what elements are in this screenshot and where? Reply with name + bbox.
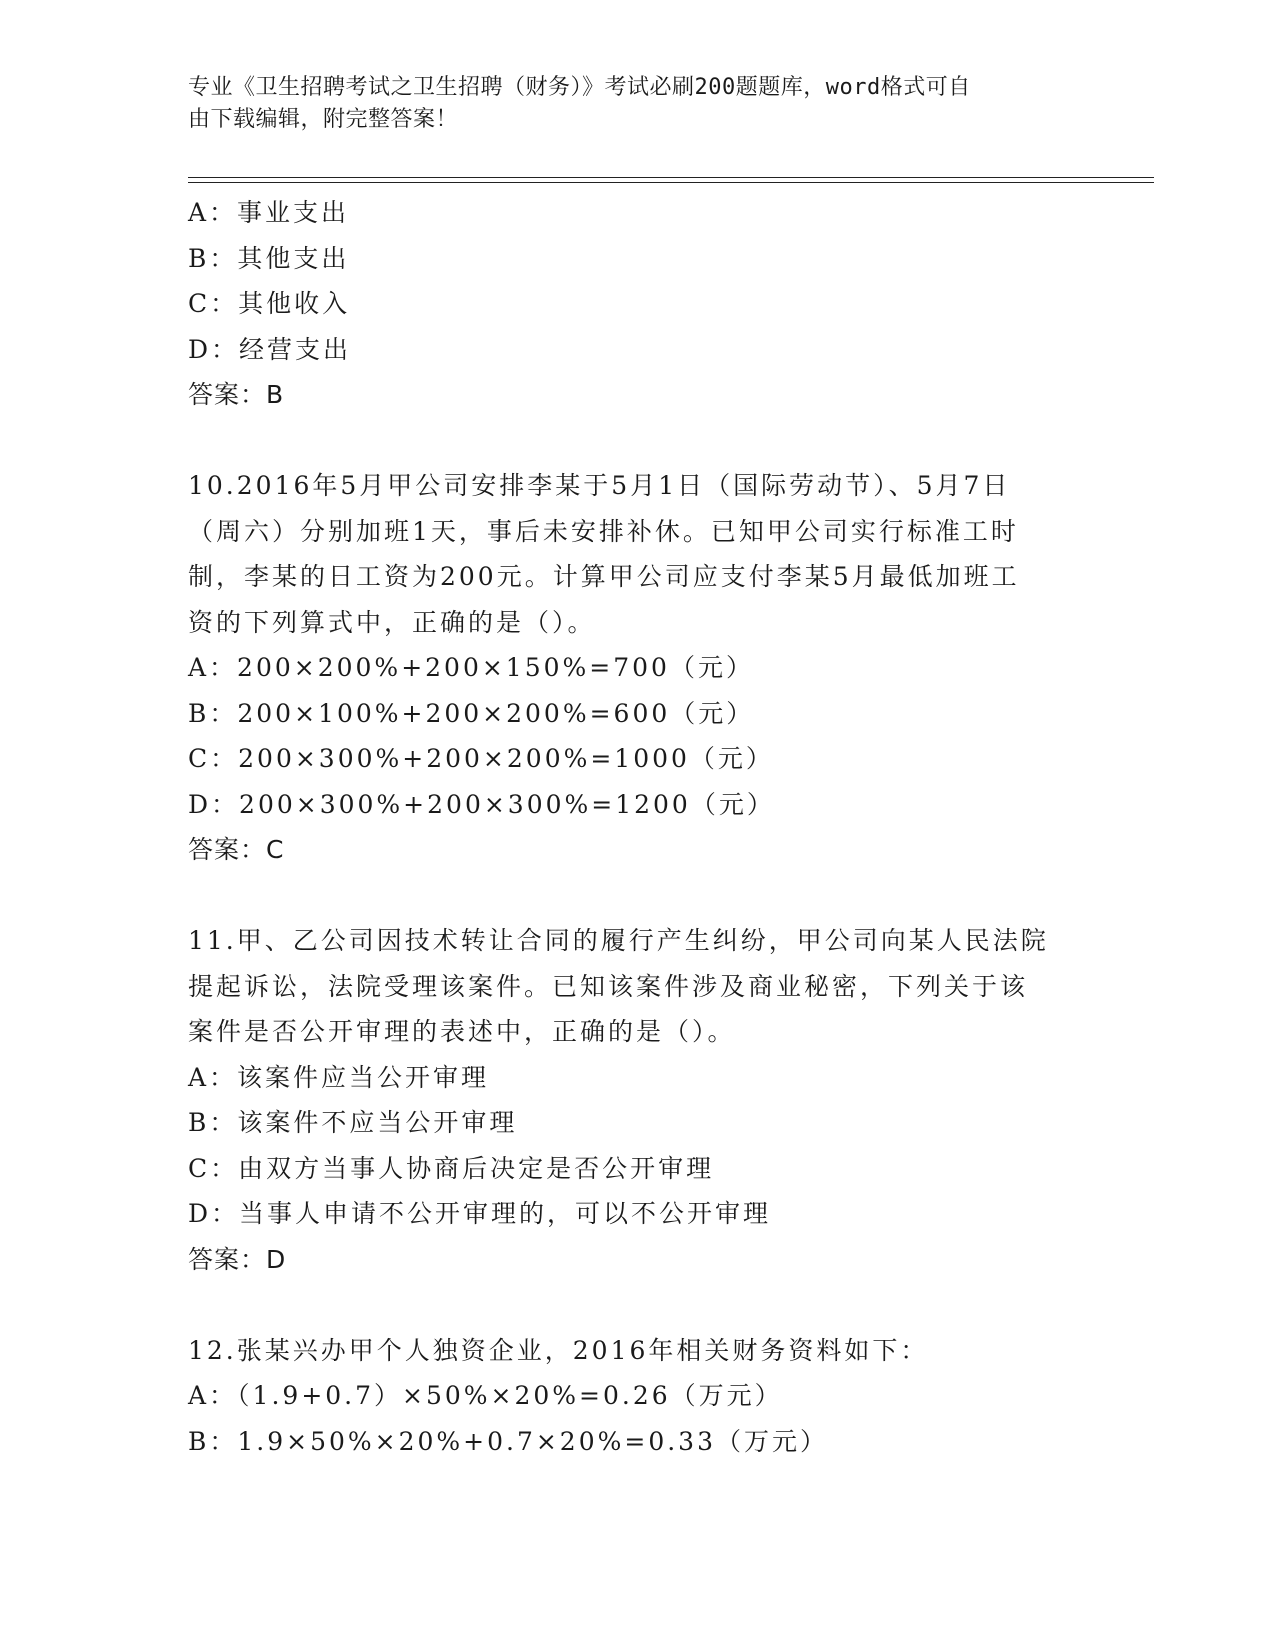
document-header [188,72,1078,136]
question-stem-line: 制，李某的日工资为200元。计算甲公司应支付李某5月最低加班工 [188,562,1020,591]
question-stem-line: 12.张某兴办甲个人独资企业，2016年相关财务资料如下： [188,1335,929,1365]
spacer [188,873,1088,919]
question-stem-line: （周六）分别加班1天，事后未安排补休。已知甲公司实行标准工时 [188,516,1019,546]
option-a: A：200×200%+200×150%=700（元） [188,653,754,682]
answer-line: 答案：B [188,380,285,409]
question-10 [188,463,1088,873]
spacer [188,418,1088,464]
question-11 [188,918,1088,1282]
question-stem-line: 资的下列算式中，正确的是（）。 [188,607,596,637]
option-d: D：经营支出 [188,334,352,364]
option-a: A：该案件应当公开审理 [188,1062,490,1092]
option-c: C：由双方当事人协商后决定是否公开审理 [188,1153,715,1183]
option-c: C：其他收入 [188,289,351,318]
option-d: D：当事人申请不公开审理的，可以不公开审理 [188,1199,772,1228]
header-line-1: 专业《卫生招聘考试之卫生招聘（财务）》考试必刷200题题库，word格式可自 [188,75,971,100]
answer-line: 答案：D [188,1244,287,1274]
question-12 [188,1328,1088,1465]
spacer [188,1282,1088,1328]
option-a: A：事业支出 [188,198,350,227]
document-body [188,190,1088,1464]
question-stem-line: 10.2016年5月甲公司安排李某于5月1日（国际劳动节）、5月7日 [188,471,1011,500]
answer-line: 答案：C [188,835,285,864]
header-rule-bottom [188,182,1154,183]
option-b: B：其他支出 [188,243,350,273]
option-b: B：200×100%+200×200%=600（元） [188,698,755,728]
question-stem-line: 案件是否公开审理的表述中，正确的是（）。 [188,1017,736,1046]
question-stem-line: 提起诉讼，法院受理该案件。已知该案件涉及商业秘密，下列关于该 [188,971,1029,1001]
header-rule-top [188,177,1154,178]
option-b: B：1.9×50%×20%+0.7×20%=0.33（万元） [188,1426,828,1456]
option-d: D：200×300%+200×300%=1200（元） [188,789,775,819]
option-b: B：该案件不应当公开审理 [188,1108,518,1137]
header-line-2: 由下载编辑，附完整答案！ [188,107,459,132]
question-stem-line: 11.甲、乙公司因技术转让合同的履行产生纠纷，甲公司向某人民法院 [188,926,1049,955]
option-a: A：（1.9+0.7）×50%×20%=0.26（万元） [188,1381,783,1410]
option-c: C：200×300%+200×200%=1000（元） [188,744,774,773]
question-9 [188,190,1088,418]
